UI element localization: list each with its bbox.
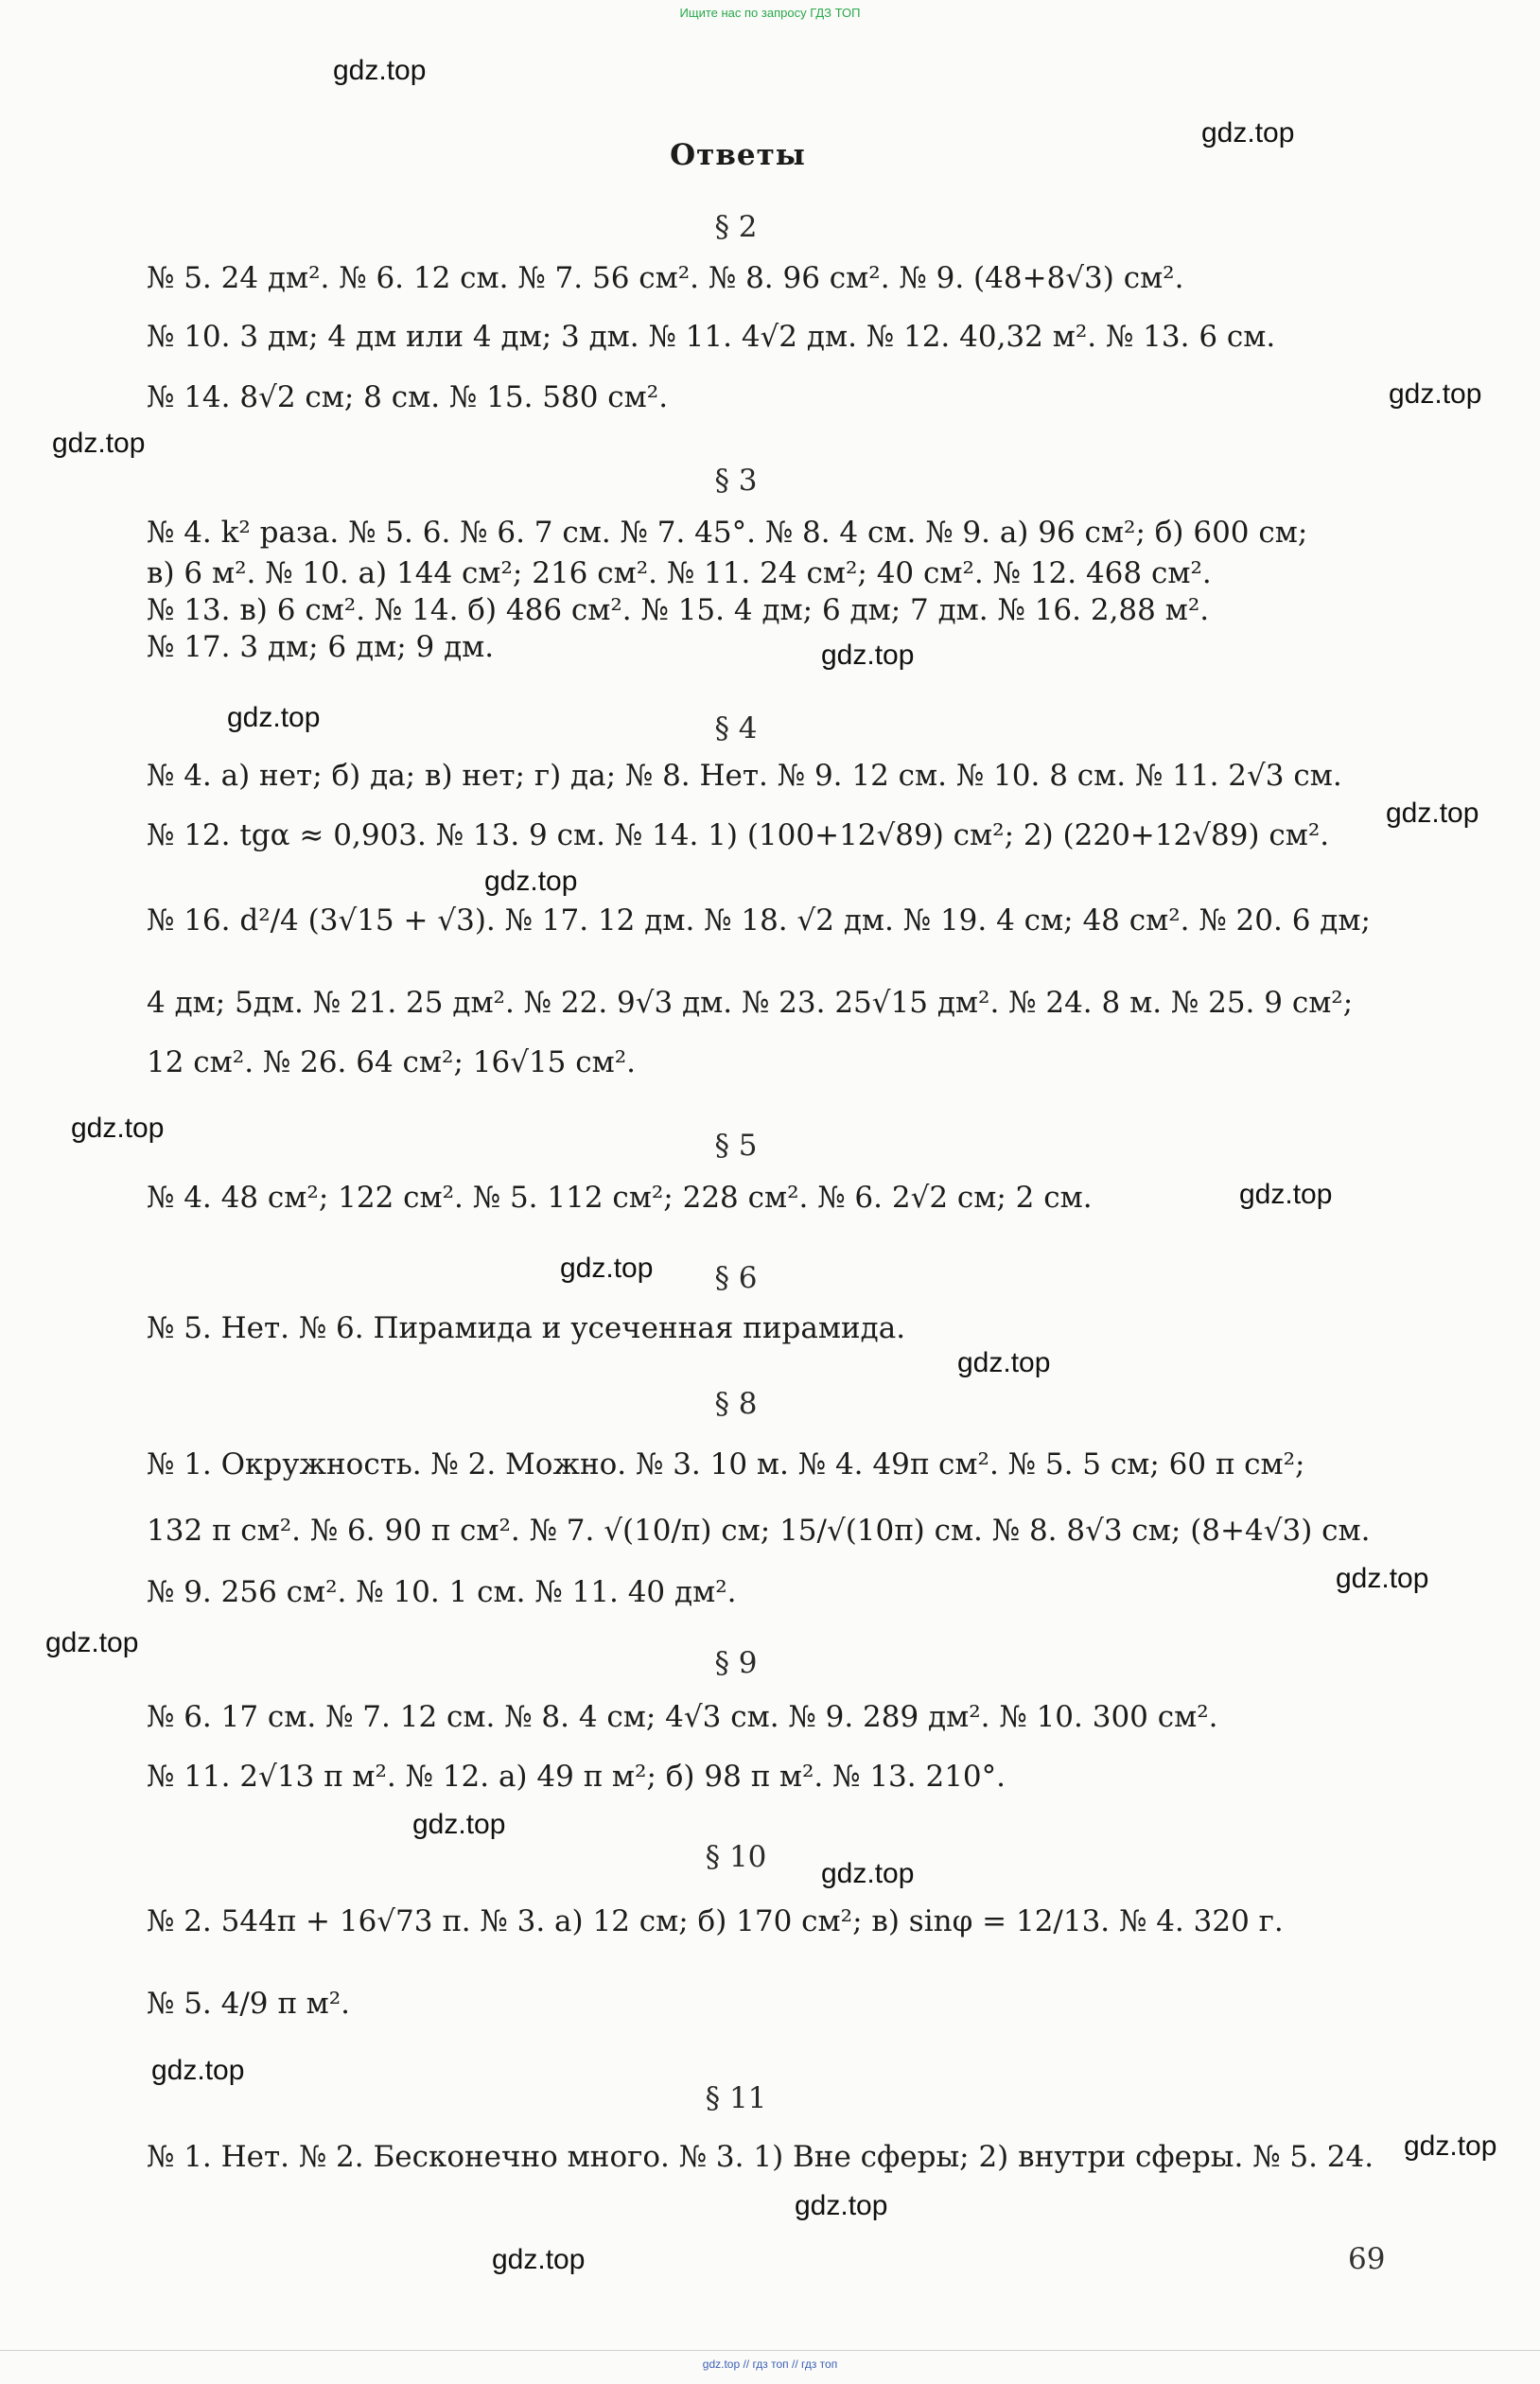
section-heading-4: § 4 [714,711,758,745]
section-heading-11: § 11 [705,2081,767,2115]
watermark: gdz.top [52,428,146,459]
watermark: gdz.top [1386,798,1479,829]
watermark: gdz.top [1336,1563,1429,1594]
watermark: gdz.top [151,2055,245,2086]
watermark: gdz.top [333,55,427,86]
watermark: gdz.top [484,866,578,897]
answer-line: 4 дм; 5дм. № 21. 25 дм². № 22. 9√3 дм. № 23. 25√15 дм². № 24. 8 м. № 25. 9 см²; [147,986,1354,1020]
answer-line: № 5. 24 дм². № 6. 12 см. № 7. 56 см². № 8. 96 см². № 9. (48+8√3) см². [147,261,1184,295]
top-banner[interactable]: Ищите нас по запросу ГДЗ ТОП [679,6,861,20]
answer-line: № 4. 48 см²; 122 см². № 5. 112 см²; 228 см². № 6. 2√2 см; 2 см. [147,1181,1093,1215]
section-heading-2: § 2 [714,210,758,244]
section-heading-5: § 5 [714,1129,758,1163]
section-heading-9: § 9 [714,1646,758,1680]
watermark: gdz.top [412,1809,506,1840]
footer-links[interactable]: gdz.top // гдз топ // гдз топ [702,2358,838,2371]
section-heading-6: § 6 [714,1261,758,1295]
watermark: gdz.top [1239,1179,1333,1210]
answer-line: № 14. 8√2 см; 8 см. № 15. 580 см². [147,380,669,414]
answer-line: 132 π см². № 6. 90 π см². № 7. √(10/π) см; 15/√(10π) см. № 8. 8√3 см; (8+4√3) см. [147,1514,1371,1548]
answer-line: № 13. в) 6 см². № 14. б) 486 см². № 15. 4 дм; 6 дм; 7 дм. № 16. 2,88 м². [147,593,1210,627]
watermark: gdz.top [821,640,915,671]
footer-divider [0,2350,1540,2351]
watermark: gdz.top [71,1113,165,1144]
answer-line: № 10. 3 дм; 4 дм или 4 дм; 3 дм. № 11. 4√2 дм. № 12. 40,32 м². № 13. 6 см. [147,320,1276,354]
answer-line: № 17. 3 дм; 6 дм; 9 дм. [147,630,495,664]
answer-line: № 12. tgα ≈ 0,903. № 13. 9 см. № 14. 1) (100+12√89) см²; 2) (220+12√89) см². [147,818,1330,852]
section-heading-3: § 3 [714,464,758,498]
watermark: gdz.top [45,1627,139,1658]
answer-line: № 6. 17 см. № 7. 12 см. № 8. 4 см; 4√3 см. № 9. 289 дм². № 10. 300 см². [147,1700,1218,1734]
watermark: gdz.top [492,2244,586,2275]
watermark: gdz.top [560,1253,654,1284]
answer-line: № 1. Нет. № 2. Бесконечно много. № 3. 1) Вне сферы; 2) внутри сферы. № 5. 24. [147,2140,1374,2174]
answer-line: 12 см². № 26. 64 см²; 16√15 см². [147,1045,637,1079]
answer-line: № 5. 4/9 π м². [147,1987,350,2021]
page-title: Ответы [670,138,806,172]
watermark: gdz.top [957,1347,1051,1378]
answer-line: № 2. 544π + 16√73 π. № 3. а) 12 см; б) 170 см²; в) sinφ = 12/13. № 4. 320 г. [147,1904,1284,1938]
answer-line: № 4. k² раза. № 5. 6. № 6. 7 см. № 7. 45°. № 8. 4 см. № 9. а) 96 см²; б) 600 см; [147,516,1308,550]
watermark: gdz.top [821,1858,915,1889]
answer-line: № 16. d²/4 (3√15 + √3). № 17. 12 дм. № 18. √2 дм. № 19. 4 см; 48 см². № 20. 6 дм; [147,903,1371,938]
watermark: gdz.top [795,2190,888,2221]
answer-line: № 11. 2√13 π м². № 12. а) 49 π м²; б) 98 π м². № 13. 210°. [147,1760,1006,1794]
answer-line: в) 6 м². № 10. а) 144 см²; 216 см². № 11. 24 см²; 40 см². № 12. 468 см². [147,556,1212,590]
watermark: gdz.top [1404,2130,1497,2162]
answer-line: № 9. 256 см². № 10. 1 см. № 11. 40 дм². [147,1575,737,1609]
answer-line: № 4. а) нет; б) да; в) нет; г) да; № 8. Нет. № 9. 12 см. № 10. 8 см. № 11. 2√3 см. [147,759,1342,793]
watermark: gdz.top [227,702,321,733]
section-heading-10: § 10 [705,1840,767,1874]
watermark: gdz.top [1201,117,1295,149]
answer-line: № 1. Окружность. № 2. Можно. № 3. 10 м. № 4. 49π см². № 5. 5 см; 60 π см²; [147,1447,1305,1481]
page-number: 69 [1348,2242,1386,2276]
answer-line: № 5. Нет. № 6. Пирамида и усеченная пирамида. [147,1311,906,1345]
section-heading-8: § 8 [714,1387,758,1421]
watermark: gdz.top [1389,378,1482,410]
